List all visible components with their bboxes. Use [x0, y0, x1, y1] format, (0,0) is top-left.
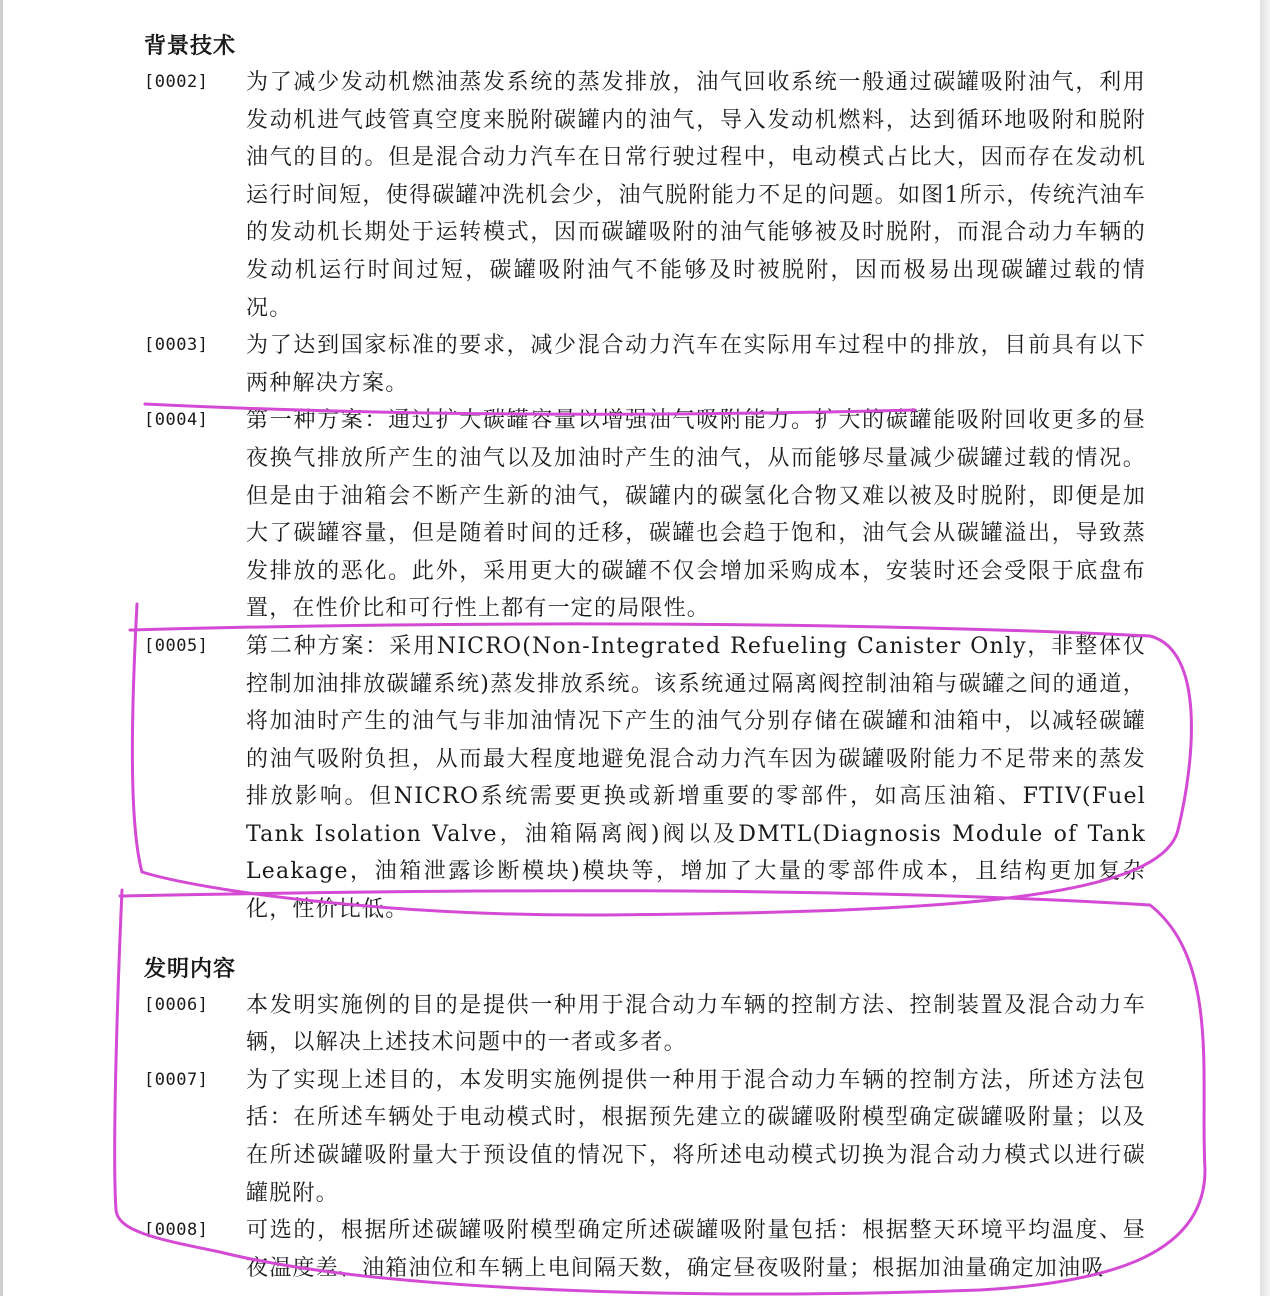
paragraph-0003	[144, 327, 1146, 402]
paragraph-number: [0005]	[144, 635, 209, 656]
paragraph-0002	[144, 64, 1146, 327]
paragraph-text: 为了达到国家标准的要求，减少混合动力汽车在实际用车过程中的排放，目前具有以下两种解决方案。	[246, 333, 1146, 396]
paragraph-text: 第一种方案：通过扩大碳罐容量以增强油气吸附能力。扩大的碳罐能吸附回收更多的昼夜换气排放所产生的油气以及加油时产生的油气，从而能够尽量减少碳罐过载的情况。但是由于油箱会不断产生新的油气，碳罐内的碳氢化合物又难以被及时脱附，即便是加大了碳罐容量，但是随着时间的迁移，碳罐也会趋于饱和，油气会从碳罐溢出，导致蒸发排放的恶化。此外，采用更大的碳罐不仅会增加采购成本，安装时还会受限于底盘布置，在性价比和可行性上都有一定的局限性。	[246, 408, 1146, 622]
paragraph-text: 可选的，根据所述碳罐吸附模型确定所述碳罐吸附量包括：根据整天环境平均温度、昼夜温度差、油箱油位和车辆上电间隔天数，确定昼夜吸附量；根据加油量确定加油吸	[246, 1218, 1146, 1281]
paragraph-number: [0002]	[144, 72, 209, 92]
patent-document	[144, 28, 1146, 1287]
section-invention	[144, 951, 1146, 1288]
paragraph-text: 为了实现上述目的，本发明实施例提供一种用于混合动力车辆的控制方法，所述方法包括：在所述车辆处于电动模式时，根据预先建立的碳罐吸附模型确定碳罐吸附量；以及在所述碳罐吸附量大于预设值的情况下，将所述电动模式切换为混合动力模式以进行碳罐脱附。	[246, 1067, 1146, 1206]
paragraph-number: [0007]	[144, 1069, 209, 1090]
paragraph-text: 为了减少发动机燃油蒸发系统的蒸发排放，油气回收系统一般通过碳罐吸附油气，利用发动机进气歧管真空度来脱附碳罐内的油气，导入发动机燃料，达到循环地吸附和脱附油气的目的。但是混合动力汽车在日常行驶过程中，电动模式占比大，因而存在发动机运行时间短，使得碳罐冲洗机会少，油气脱附能力不足的问题。如图1所示，传统汽油车的发动机长期处于运转模式，因而碳罐吸附的油气能够被及时脱附，而混合动力车辆的发动机运行时间过短，碳罐吸附油气不能够及时被脱附，因而极易出现碳罐过载的情况。	[246, 70, 1146, 321]
paragraph-number: [0008]	[144, 1220, 209, 1241]
paragraph-text: 本发明实施例的目的是提供一种用于混合动力车辆的控制方法、控制装置及混合动力车辆，以解决上述技术问题中的一者或多者。	[246, 992, 1146, 1056]
paragraph-0007	[144, 1062, 1146, 1212]
paragraph-0004	[144, 402, 1146, 628]
paragraph-text: 第二种方案：采用NICRO(Non-Integrated Refueling Canister Only，非整体仅控制加油排放碳罐系统)蒸发排放系统。该系统通过隔离阀控制油箱与碳罐之间的通道，将加油时产生的油气与非加油情况下产生的油气分别存储在碳罐和油箱中，以减轻碳罐的油气吸附负担，从而最大程度地避免混合动力汽车因为碳罐吸附能力不足带来的蒸发排放影响。但NICRO系统需要更换或新增重要的零部件，如高压油箱、FTIV(Fuel Tank Isolation Valve，油箱隔离阀)阀以及DMTL(Diagnosis Module of Tank Leakage，油箱泄露诊断模块)模块等，增加了大量的零部件成本，且结构更加复杂化，性价比低。	[246, 633, 1146, 923]
section-background	[144, 28, 1146, 929]
paragraph-0008	[144, 1212, 1146, 1287]
paragraph-number: [0003]	[144, 335, 209, 356]
page-right-edge	[1260, 0, 1270, 1296]
page-left-edge	[0, 0, 3, 1296]
section-title: 背景技术	[144, 33, 237, 59]
section-title: 发明内容	[144, 955, 237, 982]
paragraph-0005	[144, 628, 1146, 929]
paragraph-number: [0004]	[144, 410, 209, 431]
paragraph-number: [0006]	[144, 994, 209, 1015]
paragraph-0006	[144, 987, 1146, 1062]
